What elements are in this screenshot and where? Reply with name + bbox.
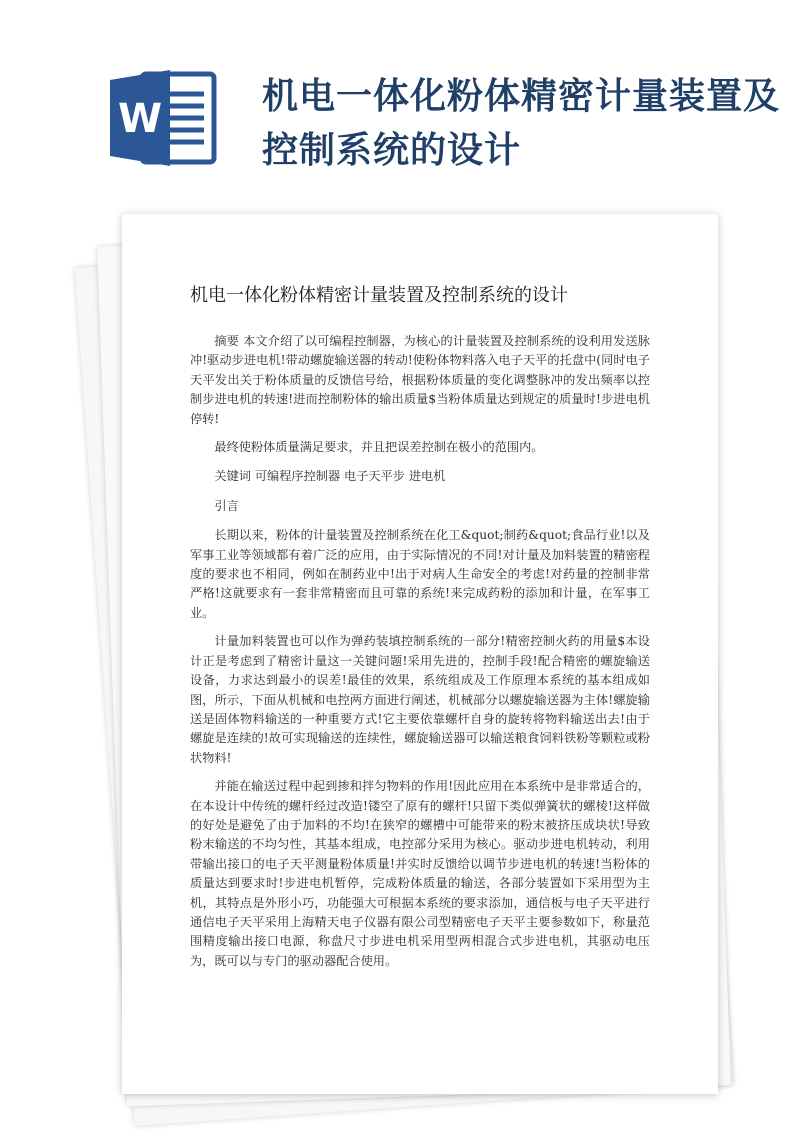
paragraph: 计量加料装置也可以作为弹药装填控制系统的一部分!精密控制火药的用量$本设计正是考虑到了精密计量这一关键问题!采用先进的，控制手段!配合精密的螺旋输送设备，力求达到最小的误差!最佳的效果，系统组成及工作原理本系统的基本组成如图，所示，下面从机械和电控两方面进行阐述，机械部分以螺旋输送器为主体!螺旋输送是固体物料输送的一种重要方式!它主要依靠螺杆自身的旋转将物料输送出去!由于螺旋是连续的!故可实现输送的连续性，螺旋输送器可以输送粮食饲料铁粉等颗粒或粉状物料! <box>190 634 650 765</box>
word-document-icon <box>108 68 220 168</box>
word-icon-letter: W <box>117 96 163 142</box>
section-heading-intro: 引言 <box>214 498 239 513</box>
document-body <box>190 282 650 980</box>
document-title: 机电一体化粉体精密计量装置及控制系统的设计 <box>190 285 568 306</box>
paragraph: 最终使粉体质量满足要求，并且把误差控制在极小的范围内。 <box>214 440 544 455</box>
paragraph: 并能在输送过程中起到掺和拌匀物料的作用!因此应用在本系统中是非常适合的，在本设计中传统的螺杆经过改造!镂空了原有的螺杆!只留下类似弹簧状的螺棱!这样做的好处是避免了由于加料的不均!在狭窄的螺槽中可能带来的粉末被挤压成块状!导致粉末输送的不均匀性，其基本组成，电控部分采用为核心。驱动步进电机转动，利用带输出接口的电子天平测量粉体质量!并实时反馈给以调节步进电机的转速!当粉体的质量达到要求时!步进电机暂停，完成粉体质量的输送，各部分装置如下采用型为主机，其特点是外形小巧，功能强大可根据本系统的要求添加，通信板与电子天平进行通信电子天平采用上海精天电子仪器有限公司型精密电子天平主要参数如下，称量范围精度输出接口电源，称盘尺寸步进电机采用型两相混合式步进电机，其驱动电压为，既可以与专门的驱动器配合使用。 <box>190 779 650 968</box>
header-title: 机电一体化粉体精密计量装置及控制系统的设计 <box>262 76 781 171</box>
abstract-paragraph: 摘要 本文介绍了以可编程控制器，为核心的计量装置及控制系统的设利用发送脉冲!驱动步进电机!带动螺旋输送器的转动!使粉体物料落入电子天平的托盘中(同时电子天平发出关于粉体质量的反馈信号给，根据粉体质量的变化调整脉冲的发出频率以控制步进电机的转速!进而控制粉体的输出质量$当粉体质量达到规定的质量时!步进电机停转! <box>190 334 650 426</box>
keywords-line: 关键词 可编程序控制器 电子天平步 进电机 <box>214 469 446 484</box>
paragraph: 长期以来，粉体的计量装置及控制系统在化工&quot;制药&quot;食品行业!以及军事工业等领域都有着广泛的应用，由于实际情况的不同!对计量及加料装置的精密程度的要求也不相同，例如在制药业中!出于对病人生命安全的考虑!对药量的控制非常严格!这就要求有一套非常精密而且可靠的系统!来完成药粉的添加和计量，在军事工业。 <box>190 528 650 620</box>
